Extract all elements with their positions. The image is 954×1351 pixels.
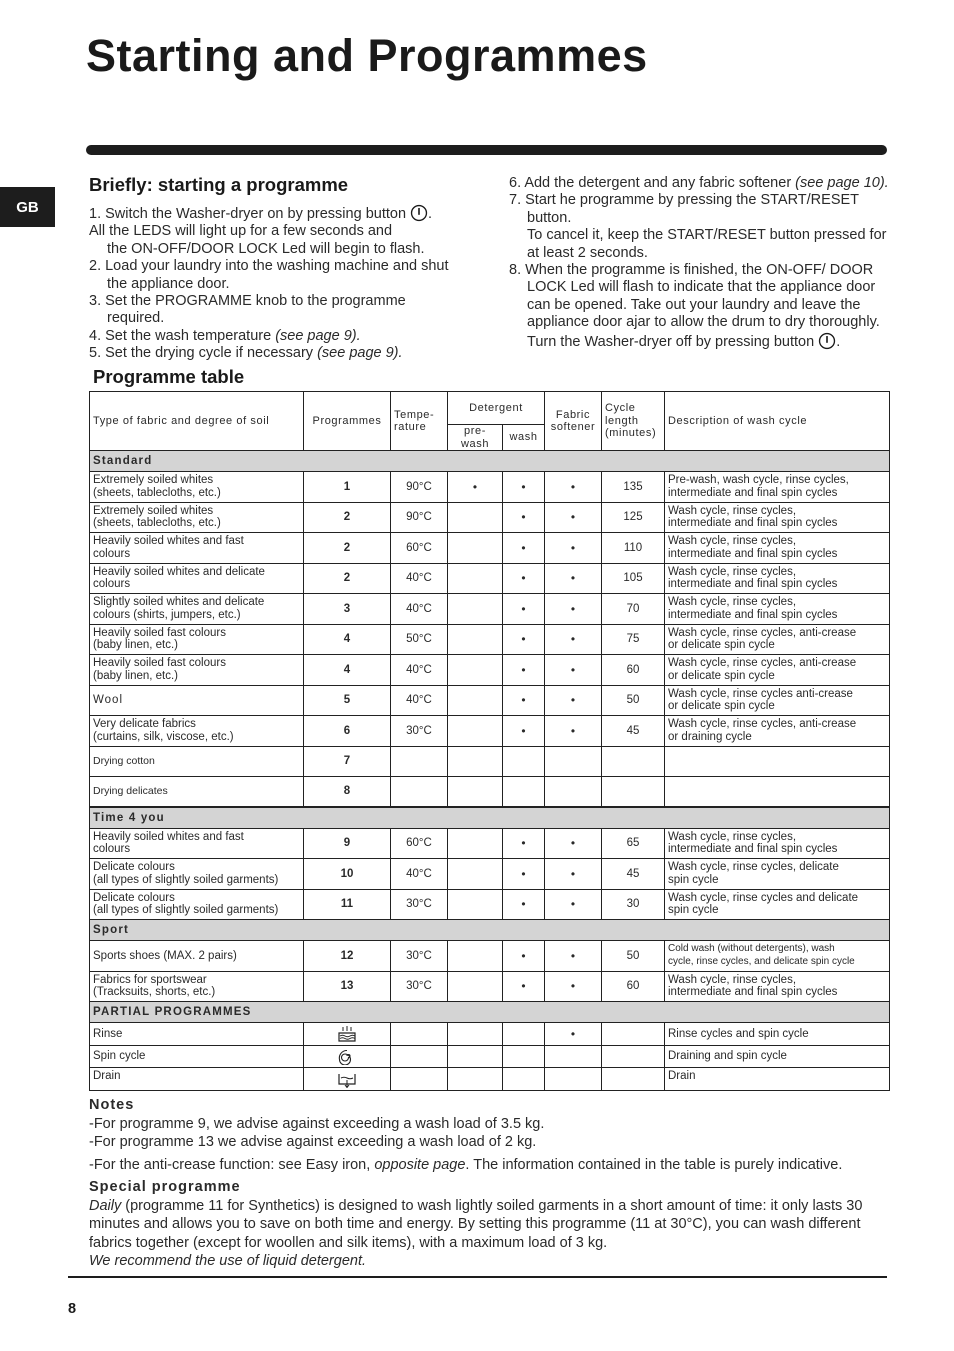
table-row	[90, 685, 890, 716]
fabric-type: Sports shoes (MAX. 2 pairs)	[90, 941, 304, 972]
table-row	[90, 859, 890, 890]
empty-cell	[665, 777, 890, 808]
temperature: 40°C	[391, 859, 448, 890]
wash-dot: •	[503, 533, 545, 564]
description: Wash cycle, rinse cycles anti-crease or delicate spin cycle	[665, 685, 890, 716]
prewash-cell	[448, 624, 503, 655]
table-row	[90, 746, 890, 777]
softener-dot: •	[545, 472, 602, 503]
note-3: -For the anti-crease function: see Easy iron, opposite page. The information contained in the table is purely indicative.	[89, 1156, 843, 1173]
empty-cell	[503, 1023, 545, 1046]
empty-cell	[391, 1023, 448, 1046]
page-number: 8	[68, 1301, 77, 1317]
description: Wash cycle, rinse cycles and delicate spin cycle	[665, 889, 890, 920]
description: Pre-wash, wash cycle, rinse cycles, intermediate and final spin cycles	[665, 472, 890, 503]
description: Cold wash (without detergents), wash cycle, rinse cycles, and delicate spin cycle	[665, 941, 890, 972]
cycle-length: 60	[602, 655, 665, 686]
prewash-cell	[448, 594, 503, 625]
temperature: 40°C	[391, 685, 448, 716]
fabric-type: Drain	[90, 1068, 304, 1091]
programme-number: 10	[304, 859, 391, 890]
temperature: 90°C	[391, 472, 448, 503]
note-1: -For programme 9, we advise against exceeding a wash load of 3.5 kg.	[89, 1115, 545, 1132]
cycle-length: 125	[602, 502, 665, 533]
cycle-length: 50	[602, 685, 665, 716]
footer-divider	[68, 1276, 887, 1278]
special-programme-heading: Special programme	[89, 1179, 241, 1195]
empty-cell	[602, 1023, 665, 1046]
empty-cell	[503, 746, 545, 777]
step-6	[509, 175, 889, 192]
empty-cell	[545, 777, 602, 808]
header-temperature: Tempe- rature	[391, 392, 448, 451]
table-row	[90, 716, 890, 747]
power-icon	[410, 204, 428, 222]
programme-number: 1	[304, 472, 391, 503]
programme-number: 2	[304, 502, 391, 533]
briefly-heading: Briefly: starting a programme	[89, 174, 349, 195]
temperature: 40°C	[391, 594, 448, 625]
section-time4you: Time 4 you	[90, 807, 890, 828]
notes-section	[89, 1096, 889, 1271]
programme-number: 2	[304, 563, 391, 594]
title-divider	[86, 145, 887, 155]
cycle-length: 70	[602, 594, 665, 625]
description: Wash cycle, rinse cycles, anti-crease or draining cycle	[665, 716, 890, 747]
fabric-type: Very delicate fabrics (curtains, silk, viscose, etc.)	[90, 716, 304, 747]
wash-dot: •	[503, 828, 545, 859]
empty-cell	[545, 746, 602, 777]
empty-cell	[503, 777, 545, 808]
table-row	[90, 563, 890, 594]
cycle-length: 45	[602, 716, 665, 747]
softener-dot: •	[545, 1023, 602, 1046]
wash-dot: •	[503, 716, 545, 747]
table-row	[90, 502, 890, 533]
step-8-text: 8. When the programme is finished, the ON-OFF/ DOOR LOCK Led will flash to indicate that the appliance door can be opened. Take out your laundry and leave the appliance door ajar to allow the drum to dry thoroughly. Turn the Washer-dryer off by pressing button	[509, 262, 880, 350]
empty-cell	[448, 1045, 503, 1068]
empty-cell	[602, 1068, 665, 1091]
prewash-cell	[448, 889, 503, 920]
fabric-type: Extremely soiled whites (sheets, tablecloths, etc.)	[90, 502, 304, 533]
programme-number: 5	[304, 685, 391, 716]
step-3: 3. Set the PROGRAMME knob to the programme required.	[89, 293, 406, 327]
prewash-cell	[448, 502, 503, 533]
temperature: 40°C	[391, 655, 448, 686]
step-6-text: 6. Add the detergent and any fabric softener	[509, 175, 796, 191]
section-partial: PARTIAL PROGRAMMES	[90, 1002, 890, 1023]
fabric-type: Wool	[90, 685, 304, 716]
fabric-type: Spin cycle	[90, 1045, 304, 1068]
empty-cell	[391, 746, 448, 777]
cycle-length: 60	[602, 971, 665, 1002]
empty-cell	[391, 1045, 448, 1068]
section-standard: Standard	[90, 451, 890, 472]
wash-dot: •	[503, 685, 545, 716]
empty-cell	[448, 746, 503, 777]
cycle-length: 65	[602, 828, 665, 859]
prewash-dot: •	[448, 472, 503, 503]
header-programmes: Programmes	[304, 392, 391, 451]
drain-icon	[337, 1070, 357, 1088]
temperature: 30°C	[391, 716, 448, 747]
softener-dot: •	[545, 685, 602, 716]
softener-dot: •	[545, 502, 602, 533]
empty-cell	[602, 777, 665, 808]
prewash-cell	[448, 971, 503, 1002]
table-row	[90, 777, 890, 808]
programme-number: 8	[304, 777, 391, 808]
fabric-type: Heavily soiled fast colours (baby linen, etc.)	[90, 624, 304, 655]
cycle-length: 135	[602, 472, 665, 503]
softener-dot: •	[545, 859, 602, 890]
temperature: 60°C	[391, 828, 448, 859]
fabric-type: Slightly soiled whites and delicate colours (shirts, jumpers, etc.)	[90, 594, 304, 625]
description: Wash cycle, rinse cycles, intermediate and final spin cycles	[665, 502, 890, 533]
softener-dot: •	[545, 716, 602, 747]
notes-heading: Notes	[89, 1097, 135, 1113]
programme-number: 9	[304, 828, 391, 859]
programme-table-heading: Programme table	[93, 366, 245, 387]
header-wash: wash	[503, 425, 545, 451]
table-row	[90, 1045, 890, 1068]
spin-symbol-cell	[304, 1045, 391, 1068]
fabric-type: Drying cotton	[90, 746, 304, 777]
empty-cell	[503, 1068, 545, 1091]
table-row	[90, 533, 890, 564]
step-7-cancel-text: To cancel it, keep the START/RESET button pressed for at least 2 seconds.	[527, 227, 887, 261]
table-row	[90, 971, 890, 1002]
programme-number: 4	[304, 624, 391, 655]
step-1-text: 1. Switch the Washer-dryer on by pressing button	[89, 206, 407, 222]
programme-number: 7	[304, 746, 391, 777]
cycle-length: 110	[602, 533, 665, 564]
fabric-type: Drying delicates	[90, 777, 304, 808]
step-4-text: 4. Set the wash temperature	[89, 327, 276, 344]
header-softener: Fabric softener	[545, 392, 602, 451]
section-sport: Sport	[90, 920, 890, 941]
table-row	[90, 624, 890, 655]
step-5-text: 5. Set the drying cycle if necessary	[89, 345, 318, 362]
wash-dot: •	[503, 941, 545, 972]
header-description: Description of wash cycle	[665, 392, 890, 451]
wash-dot: •	[503, 624, 545, 655]
cycle-length: 75	[602, 624, 665, 655]
prewash-cell	[448, 859, 503, 890]
prewash-cell	[448, 655, 503, 686]
description: Wash cycle, rinse cycles, anti-crease or delicate spin cycle	[665, 624, 890, 655]
empty-cell	[503, 1045, 545, 1068]
step-1: 1. Switch the Washer-dryer on by pressing button . All the LEDS will light up for a few seconds and the ON-OFF/DOOR LOCK Led will begin to flash.	[89, 204, 465, 258]
cycle-length: 30	[602, 889, 665, 920]
description: Wash cycle, rinse cycles, anti-crease or delicate spin cycle	[665, 655, 890, 686]
programme-number: 13	[304, 971, 391, 1002]
programme-table	[89, 391, 890, 1091]
empty-cell	[602, 746, 665, 777]
table-row	[90, 1023, 890, 1046]
description: Wash cycle, rinse cycles, intermediate and final spin cycles	[665, 971, 890, 1002]
softener-dot: •	[545, 624, 602, 655]
fabric-type: Heavily soiled whites and fast colours	[90, 533, 304, 564]
prewash-cell	[448, 828, 503, 859]
step-7-text: 7. Start he programme by pressing the START/RESET button.	[509, 192, 859, 226]
fabric-type: Delicate colours (all types of slightly soiled garments)	[90, 859, 304, 890]
empty-cell	[602, 1045, 665, 1068]
wash-dot: •	[503, 889, 545, 920]
prewash-cell	[448, 563, 503, 594]
description: Wash cycle, rinse cycles, intermediate and final spin cycles	[665, 828, 890, 859]
table-row	[90, 472, 890, 503]
table-row	[90, 1068, 890, 1091]
empty-cell	[545, 1068, 602, 1091]
description: Wash cycle, rinse cycles, intermediate and final spin cycles	[665, 533, 890, 564]
note-2: -For programme 13 we advise against exceeding a wash load of 2 kg.	[89, 1134, 537, 1150]
softener-dot: •	[545, 533, 602, 564]
description: Wash cycle, rinse cycles, intermediate and final spin cycles	[665, 563, 890, 594]
temperature: 30°C	[391, 889, 448, 920]
programme-number: 4	[304, 655, 391, 686]
drain-symbol-cell	[304, 1068, 391, 1091]
special-programme-text: Daily (programme 11 for Synthetics) is designed to wash lightly soiled garments in a short amount of time: it only lasts 30 minutes and allows you to save on both time and energy. By setting this programme (11 at 30°C), you can wash different fabrics together (except for woollen and silk items), with a maximum load of 3 kg.	[89, 1197, 863, 1251]
spin-icon	[337, 1047, 357, 1065]
wash-dot: •	[503, 563, 545, 594]
programme-number: 6	[304, 716, 391, 747]
softener-dot: •	[545, 594, 602, 625]
empty-cell	[545, 1045, 602, 1068]
empty-cell	[391, 777, 448, 808]
description: Wash cycle, rinse cycles, delicate spin cycle	[665, 859, 890, 890]
softener-dot: •	[545, 941, 602, 972]
temperature: 30°C	[391, 941, 448, 972]
rinse-icon	[337, 1025, 357, 1043]
softener-dot: •	[545, 889, 602, 920]
cycle-length: 45	[602, 859, 665, 890]
empty-cell	[448, 777, 503, 808]
empty-cell	[448, 1068, 503, 1091]
header-type: Type of fabric and degree of soil	[90, 392, 304, 451]
wash-dot: •	[503, 655, 545, 686]
step-1-continued: All the LEDS will light up for a few seconds and	[89, 223, 393, 240]
table-row	[90, 889, 890, 920]
header-detergent: Detergent	[448, 392, 545, 425]
header-cycle-length: Cycle length (minutes)	[602, 392, 665, 451]
description: Draining and spin cycle	[665, 1045, 890, 1068]
step-8: 8. When the programme is finished, the ON-OFF/ DOOR LOCK Led will flash to indicate that the appliance door can be opened. Take out your laundry and leave the appliance door ajar to allow the drum to dry thoroughly. Turn the Washer-dryer off by pressing button .	[509, 262, 880, 350]
fabric-type: Heavily soiled fast colours (baby linen, etc.)	[90, 655, 304, 686]
step-5	[89, 345, 465, 362]
page-title: Starting and Programmes	[86, 30, 648, 81]
fabric-type: Heavily soiled whites and fast colours	[90, 828, 304, 859]
fabric-type: Heavily soiled whites and delicate colours	[90, 563, 304, 594]
empty-cell	[665, 746, 890, 777]
fabric-type: Extremely soiled whites (sheets, tablecloths, etc.)	[90, 472, 304, 503]
softener-dot: •	[545, 563, 602, 594]
table-row	[90, 655, 890, 686]
prewash-cell	[448, 685, 503, 716]
description: Wash cycle, rinse cycles, intermediate and final spin cycles	[665, 594, 890, 625]
wash-dot: •	[503, 859, 545, 890]
prewash-cell	[448, 941, 503, 972]
temperature: 90°C	[391, 502, 448, 533]
empty-cell	[391, 1068, 448, 1091]
fabric-type: Fabrics for sportswear (Tracksuits, shorts, etc.)	[90, 971, 304, 1002]
step-1-led-text: the ON-OFF/DOOR LOCK Led will begin to flash.	[107, 240, 425, 257]
prewash-cell	[448, 716, 503, 747]
temperature: 50°C	[391, 624, 448, 655]
wash-dot: •	[503, 971, 545, 1002]
special-programme-recommendation: We recommend the use of liquid detergent.	[89, 1253, 367, 1269]
softener-dot: •	[545, 828, 602, 859]
wash-dot: •	[503, 472, 545, 503]
step-6-ref: (see page 10).	[795, 175, 889, 191]
programme-number: 11	[304, 889, 391, 920]
fabric-type: Rinse	[90, 1023, 304, 1046]
steps-list-left	[89, 204, 465, 363]
fabric-type: Delicate colours (all types of slightly soiled garments)	[90, 889, 304, 920]
softener-dot: •	[545, 971, 602, 1002]
wash-dot: •	[503, 502, 545, 533]
description: Rinse cycles and spin cycle	[665, 1023, 890, 1046]
prewash-cell	[448, 533, 503, 564]
step-4	[89, 328, 465, 345]
header-prewash: pre- wash	[448, 425, 503, 451]
programme-number: 3	[304, 594, 391, 625]
step-4-ref: (see page 9).	[275, 327, 361, 344]
temperature: 40°C	[391, 563, 448, 594]
description: Drain	[665, 1068, 890, 1091]
cycle-length: 105	[602, 563, 665, 594]
table-row	[90, 828, 890, 859]
temperature: 60°C	[391, 533, 448, 564]
language-tab: GB	[0, 187, 55, 227]
step-2: 2. Load your laundry into the washing machine and shut the appliance door.	[89, 258, 449, 292]
empty-cell	[448, 1023, 503, 1046]
table-row	[90, 594, 890, 625]
temperature: 30°C	[391, 971, 448, 1002]
programme-number: 12	[304, 941, 391, 972]
step-7	[509, 192, 889, 262]
rinse-symbol-cell	[304, 1023, 391, 1046]
power-icon	[818, 332, 836, 350]
table-row	[90, 941, 890, 972]
step-5-ref: (see page 9).	[317, 345, 403, 362]
wash-dot: •	[503, 594, 545, 625]
cycle-length: 50	[602, 941, 665, 972]
programme-number: 2	[304, 533, 391, 564]
steps-list-right	[509, 175, 889, 351]
softener-dot: •	[545, 655, 602, 686]
